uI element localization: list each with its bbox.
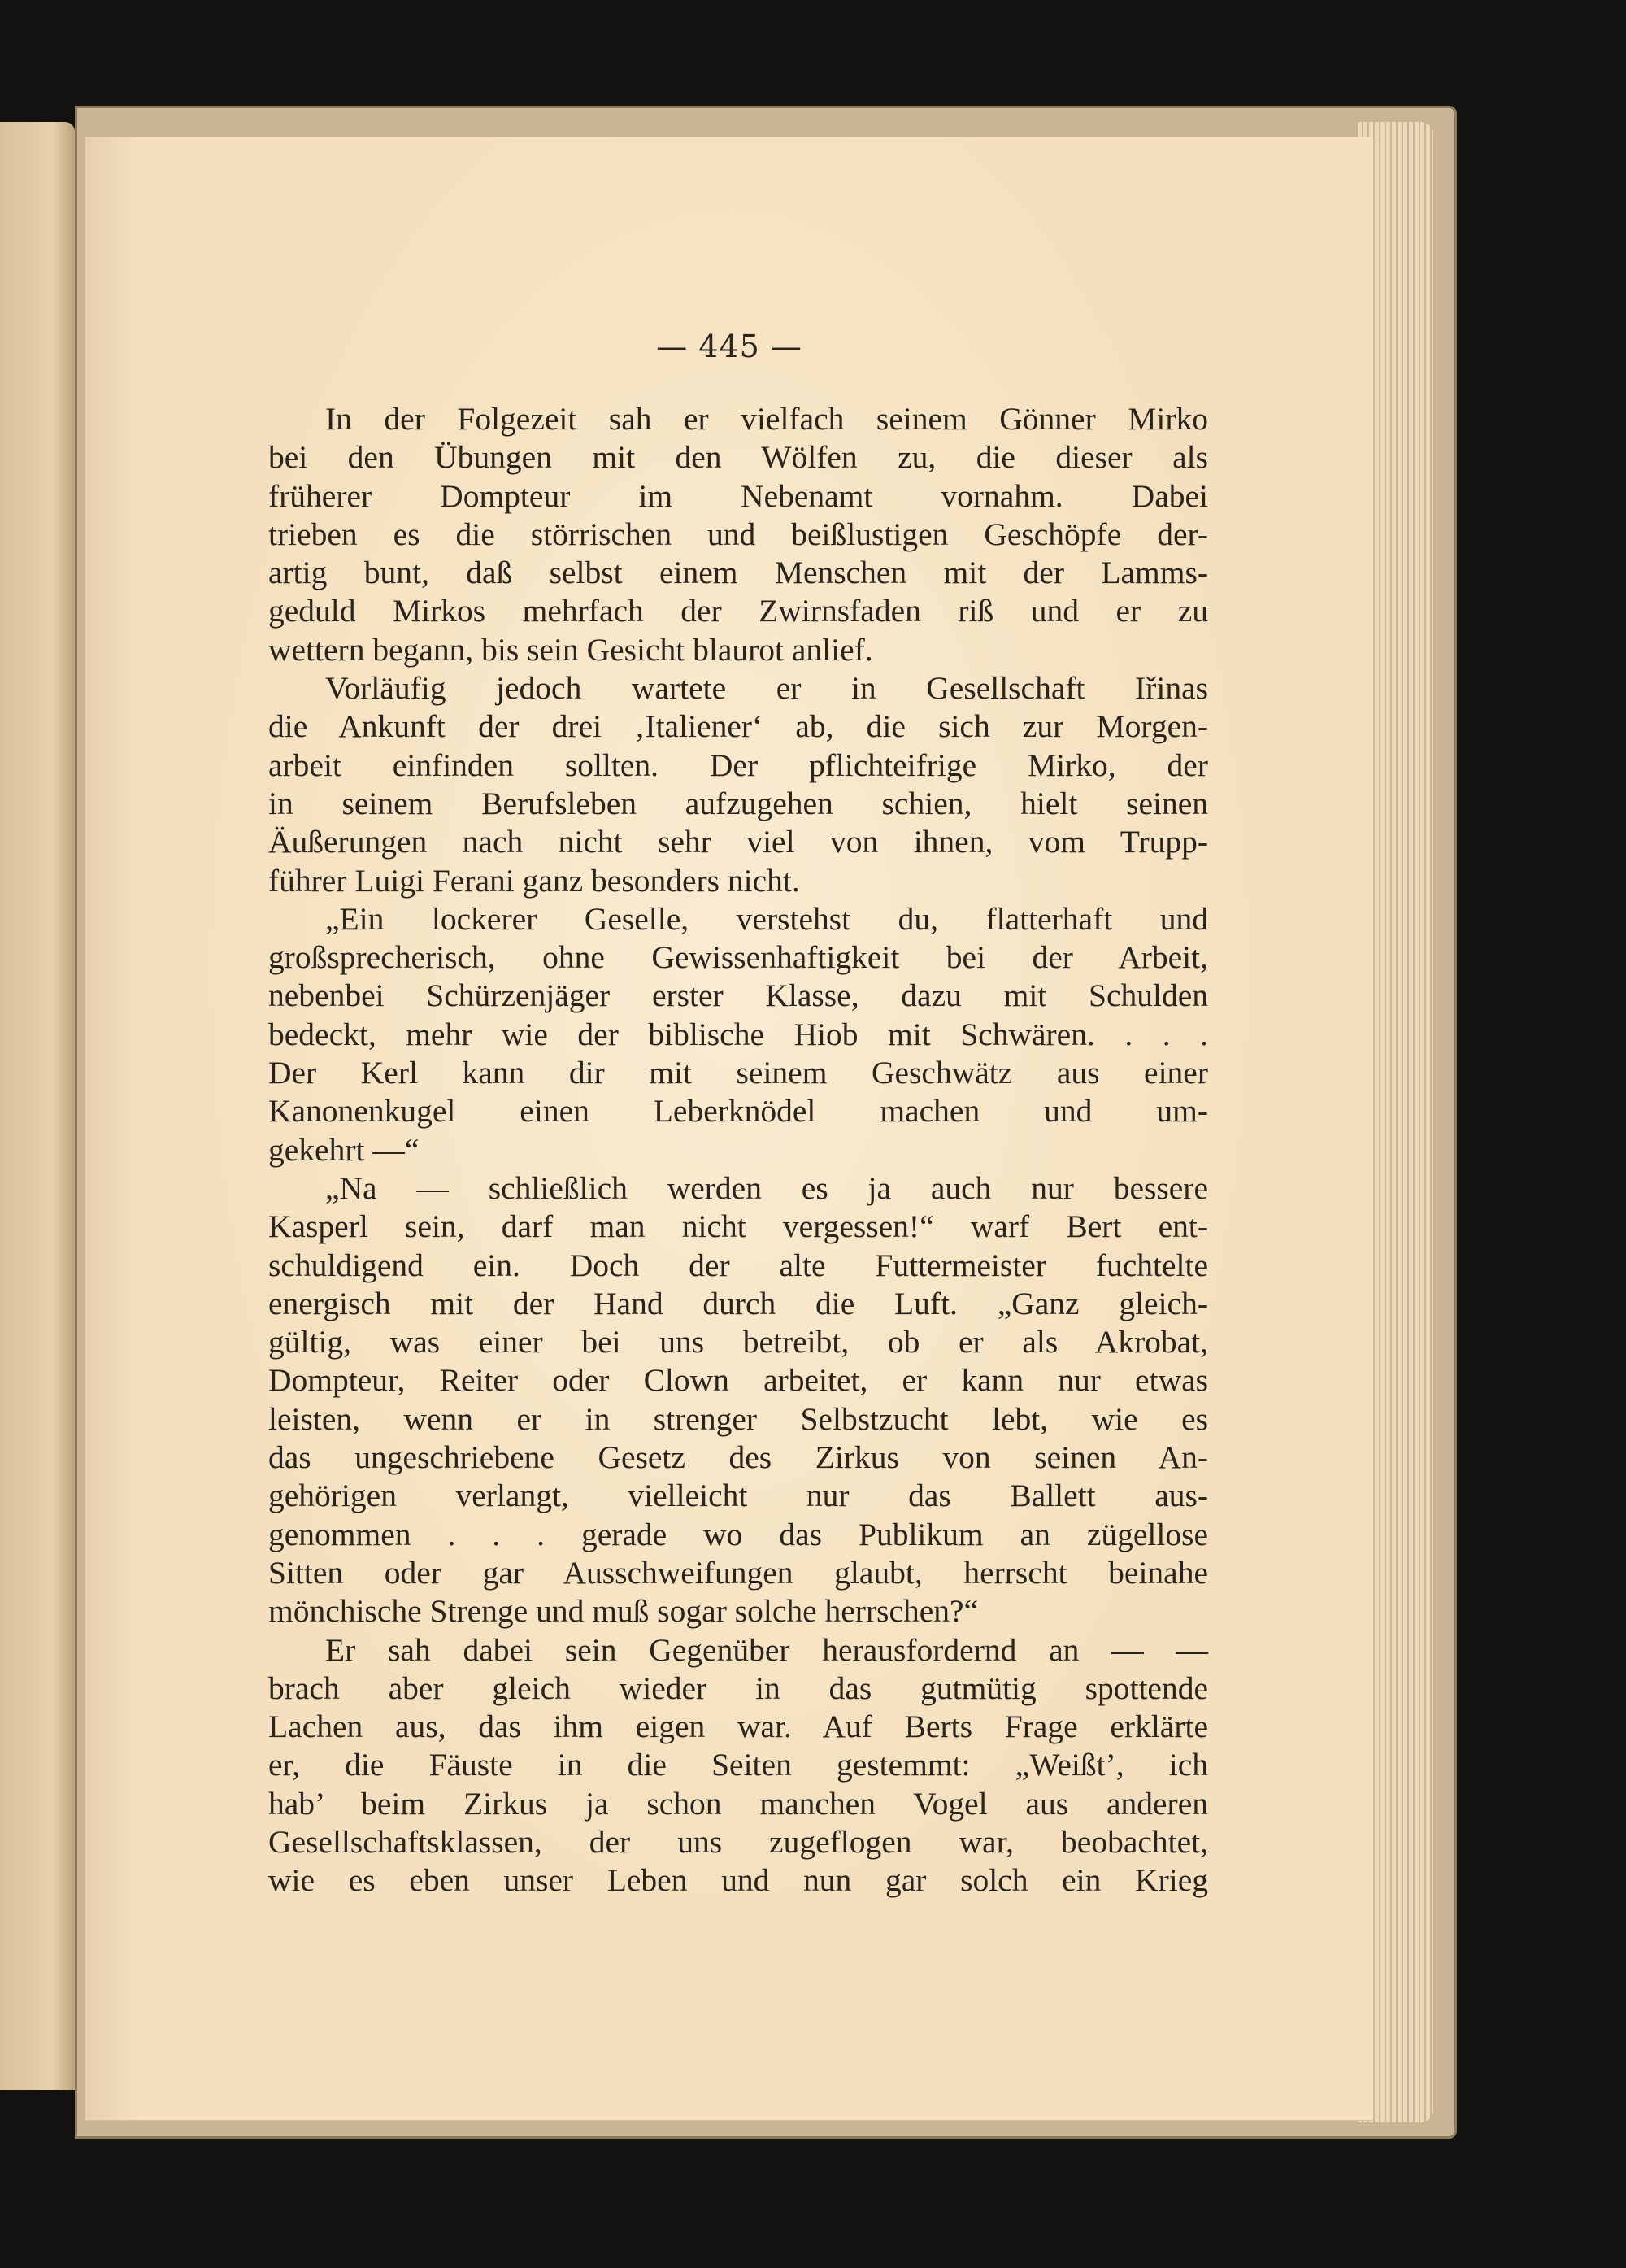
text-line: wettern begann, bis sein Gesicht blaurot anlief. (268, 631, 873, 668)
text-line: führer Luigi Ferani ganz besonders nicht. (268, 862, 800, 899)
text-line: „Na — schließlich werden es ja auch nur bessere (325, 1169, 1208, 1206)
book-page (85, 137, 1374, 2121)
text-line: Er sah dabei sein Gegenüber herausfordernd an — — (325, 1631, 1208, 1668)
text-line: Dompteur, Reiter oder Clown arbeitet, er kann nur etwas (268, 1362, 1208, 1399)
text-line: Kasperl sein, darf man nicht vergessen!“ warf Bert ent- (268, 1208, 1208, 1245)
text-line: leisten, wenn er in strenger Selbstzucht lebt, wie es (268, 1400, 1208, 1437)
text-line: früherer Dompteur im Nebenamt vornahm. Dabei (268, 477, 1208, 514)
text-line: Sitten oder gar Ausschweifungen glaubt, herrscht beinahe (268, 1554, 1208, 1591)
text-line: Äußerungen nach nicht sehr viel von ihnen, vom Trupp- (268, 824, 1208, 860)
paragraph (268, 400, 1208, 669)
text-line: er, die Fäuste in die Seiten gestemmt: „Weißt’, ich (268, 1747, 1208, 1783)
text-line: Lachen aus, das ihm eigen war. Auf Berts Frage erklärte (268, 1709, 1208, 1745)
text-line: Gesellschaftsklassen, der uns zugeflogen war, beobachtet, (268, 1823, 1208, 1860)
text-line: gehörigen verlangt, vielleicht nur das Ballett aus- (268, 1478, 1208, 1514)
text-line: arbeit einfinden sollten. Der pflichteifrige Mirko, der (268, 747, 1208, 783)
text-line: bei den Übungen mit den Wölfen zu, die dieser als (268, 439, 1208, 476)
text-line: trieben es die störrischen und beißlustigen Geschöpfe der- (268, 516, 1208, 552)
text-line: schuldigend ein. Doch der alte Futtermeister fuchtelte (268, 1247, 1208, 1283)
body-text (268, 400, 1208, 1900)
paragraph (268, 669, 1208, 900)
text-line: Der Kerl kann dir mit seinem Geschwätz aus einer (268, 1055, 1208, 1091)
text-line: Vorläufig jedoch wartete er in Gesellschaft Iřinas (325, 670, 1208, 707)
text-line: genommen . . . gerade wo das Publikum an zügellose (268, 1516, 1208, 1552)
paragraph (268, 1631, 1208, 1900)
text-line: In der Folgezeit sah er vielfach seinem Gönner Mirko (325, 401, 1208, 437)
paragraph (268, 1169, 1208, 1631)
text-line: in seinem Berufsleben aufzugehen schien, hielt seinen (268, 785, 1208, 821)
text-line: artig bunt, daß selbst einem Menschen mit der Lamms- (268, 555, 1208, 591)
text-line: wie es eben unser Leben und nun gar solch ein Krieg (268, 1862, 1208, 1899)
text-line: gekehrt —“ (268, 1131, 420, 1168)
text-line: nebenbei Schürzenjäger erster Klasse, dazu mit Schulden (268, 977, 1208, 1014)
text-line: geduld Mirkos mehrfach der Zwirnsfaden riß und er zu (268, 593, 1208, 629)
text-line: gültig, was einer bei uns betreibt, ob er als Akrobat, (268, 1324, 1208, 1360)
left-page-edge (0, 122, 75, 2090)
text-line: hab’ beim Zirkus ja schon manchen Vogel aus anderen (268, 1785, 1208, 1822)
text-line: brach aber gleich wieder in das gutmütig spottende (268, 1669, 1208, 1706)
paragraph (268, 900, 1208, 1169)
text-line: bedeckt, mehr wie der biblische Hiob mit Schwären. . . . (268, 1016, 1208, 1052)
page-number: — 445 — (656, 329, 802, 364)
text-line: energisch mit der Hand durch die Luft. „Ganz gleich- (268, 1285, 1208, 1321)
text-line: mönchische Strenge und muß sogar solche herrschen?“ (268, 1593, 979, 1630)
text-line: das ungeschriebene Gesetz des Zirkus von seinen An- (268, 1439, 1208, 1476)
text-line: großsprecherisch, ohne Gewissenhaftigkeit bei der Arbeit, (268, 939, 1208, 976)
text-line: Kanonenkugel einen Leberknödel machen und um- (268, 1093, 1208, 1130)
text-line: „Ein lockerer Geselle, verstehst du, flatterhaft und (325, 900, 1208, 937)
text-line: die Ankunft der drei ‚Italiener‘ ab, die sich zur Morgen- (268, 708, 1208, 745)
